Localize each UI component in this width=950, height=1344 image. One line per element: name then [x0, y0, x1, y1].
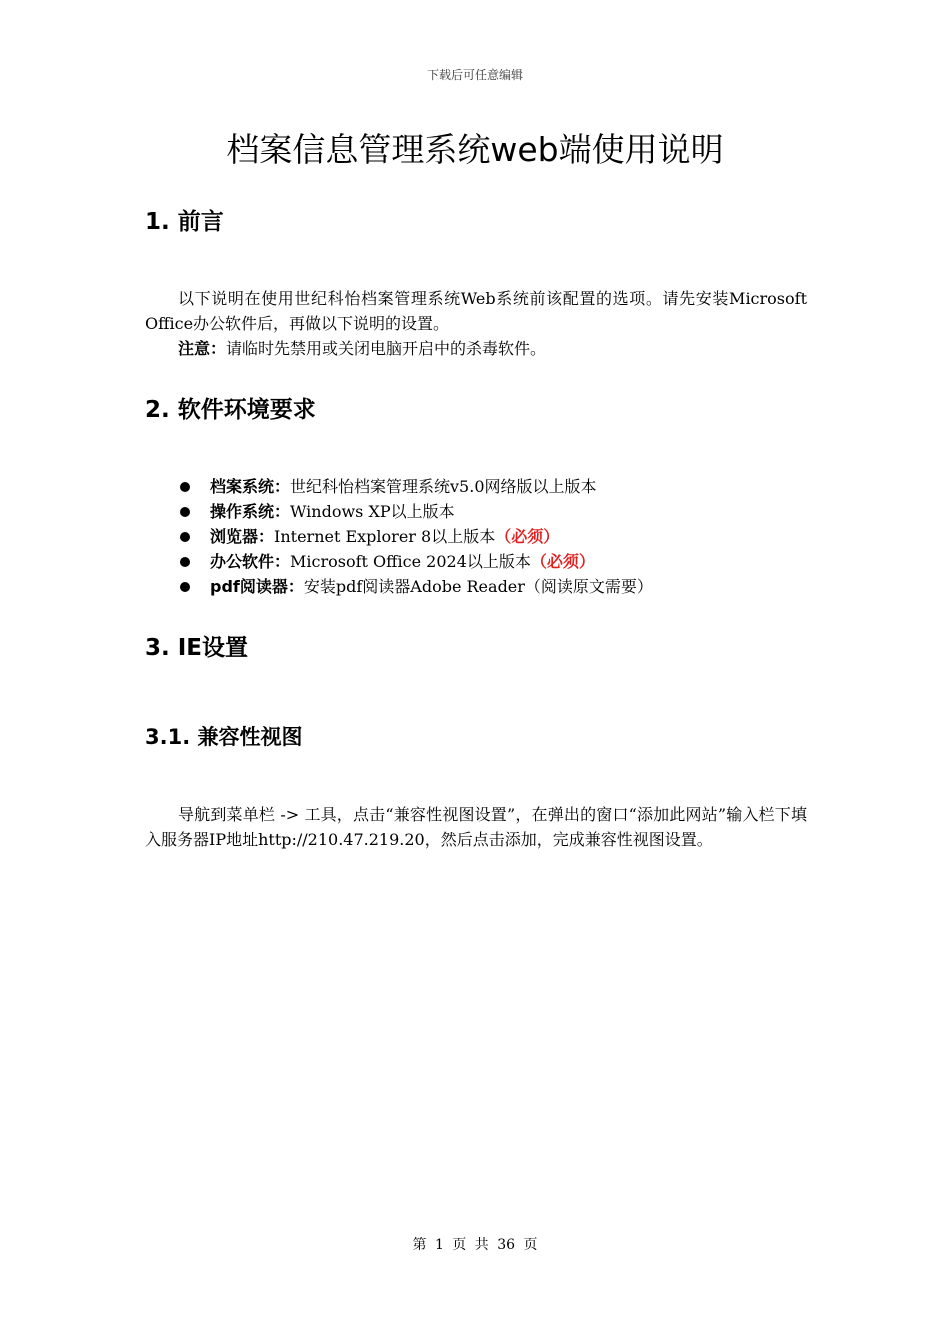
item-text: Windows XP以上版本	[290, 502, 455, 521]
document-title: 档案信息管理系统web端使用说明	[226, 130, 724, 169]
bullet-icon	[180, 532, 190, 542]
item-label: 浏览器：	[210, 527, 275, 546]
bullet-icon	[180, 557, 190, 567]
header-note: 下载后可任意编辑	[426, 68, 523, 82]
section-3-1-paragraph: 导航到菜单栏 -> 工具，点击“兼容性视图设置”，在弹出的窗口“添加此网站”输入栏下填入服务器IP地址http://210.47.219.20，然后点击添加，完成兼容性视图设置。	[145, 805, 807, 849]
item-label: 操作系统：	[210, 502, 291, 521]
item-label: 办公软件：	[210, 552, 291, 571]
item-label: 档案系统：	[210, 477, 291, 496]
section-2-heading: 2. 软件环境要求	[145, 397, 316, 423]
list-item	[178, 574, 653, 599]
bullet-icon	[180, 507, 190, 517]
section-3-heading: 3. IE设置	[145, 635, 249, 661]
section-3-1-heading: 3.1. 兼容性视图	[145, 725, 303, 749]
item-required: （必须）	[495, 527, 560, 546]
section-1-heading: 1. 前言	[145, 209, 224, 235]
item-required: （必须）	[530, 552, 595, 571]
note-text: 请临时先禁用或关闭电脑开启中的杀毒软件。	[226, 339, 547, 358]
note-label: 注意：	[178, 339, 227, 358]
item-text: 安装pdf阅读器Adobe Reader（阅读原文需要）	[303, 577, 653, 596]
item-label: pdf阅读器：	[210, 577, 304, 596]
page-footer: 第 1 页 共 36 页	[412, 1237, 538, 1253]
item-text: Internet Explorer 8以上版本	[274, 527, 496, 546]
list-item	[178, 499, 653, 524]
section-1-paragraph: 以下说明在使用世纪科怡档案管理系统Web系统前该配置的选项。请先安装Microsoft Office办公软件后，再做以下说明的设置。	[145, 289, 807, 333]
bullet-icon	[180, 582, 190, 592]
requirements-list	[178, 474, 653, 599]
item-text: 世纪科怡档案管理系统v5.0网络版以上版本	[290, 477, 597, 496]
item-text: Microsoft Office 2024以上版本	[290, 552, 531, 571]
list-item	[178, 549, 653, 574]
list-item	[178, 524, 653, 549]
section-1-note	[178, 336, 546, 361]
list-item	[178, 474, 653, 499]
bullet-icon	[180, 482, 190, 492]
